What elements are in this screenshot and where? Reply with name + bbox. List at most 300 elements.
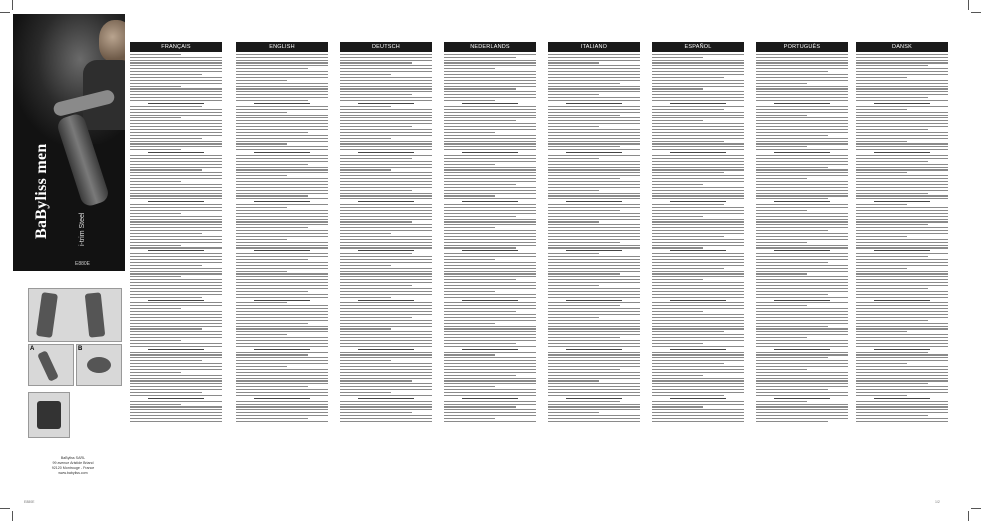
text-line: [130, 247, 222, 248]
text-line: [130, 97, 222, 98]
text-line: [340, 262, 432, 263]
text-line: [756, 409, 848, 410]
text-line: [462, 250, 517, 251]
text-line: [856, 74, 948, 75]
text-line: [652, 161, 744, 162]
text-line: [444, 227, 495, 228]
text-line: [652, 60, 744, 61]
text-line: [444, 204, 536, 205]
text-line: [856, 302, 948, 303]
text-line: [756, 143, 848, 144]
text-line: [548, 262, 640, 263]
text-line: [548, 314, 640, 315]
text-line: [756, 68, 848, 69]
text-line: [856, 242, 948, 243]
step-a-label: A: [30, 346, 35, 352]
text-line: [236, 178, 328, 179]
text-line: [756, 340, 848, 341]
text-line: [756, 83, 807, 84]
text-line: [236, 305, 328, 306]
text-line: [856, 68, 948, 69]
text-line: [254, 103, 309, 104]
text-line: [130, 181, 181, 182]
text-line: [548, 219, 640, 220]
text-line: [444, 366, 536, 367]
text-line: [652, 375, 703, 376]
text-line: [130, 253, 222, 254]
text-line: [856, 221, 948, 222]
text-line: [856, 224, 928, 225]
text-line: [130, 412, 222, 413]
text-line: [652, 184, 703, 185]
text-line: [358, 152, 413, 153]
text-line: [130, 395, 222, 396]
text-line: [652, 378, 744, 379]
text-line: [548, 233, 640, 234]
text-line: [444, 195, 495, 196]
text-line: [444, 360, 536, 361]
text-line: [444, 129, 536, 130]
text-line: [652, 88, 703, 89]
text-line: [756, 164, 848, 165]
text-line: [130, 74, 202, 75]
text-line: [444, 236, 536, 237]
text-line: [652, 389, 744, 390]
crop-mark-br-h: [971, 508, 981, 509]
text-line: [756, 57, 848, 58]
text-line: [652, 77, 724, 78]
text-line: [236, 198, 328, 199]
text-line: [444, 65, 536, 66]
text-line: [856, 323, 948, 324]
text-line: [444, 216, 516, 217]
text-line: [444, 291, 495, 292]
text-line: [340, 83, 432, 84]
text-line: [236, 337, 328, 338]
text-line: [340, 100, 432, 101]
text-line: [444, 175, 536, 176]
text-line: [236, 80, 287, 81]
text-line: [548, 158, 599, 159]
text-line: [652, 68, 744, 69]
text-line: [236, 268, 328, 269]
text-line: [236, 320, 328, 321]
text-line: [236, 392, 328, 393]
text-line: [340, 418, 432, 419]
text-line: [856, 320, 928, 321]
text-line: [130, 146, 222, 147]
text-line: [340, 164, 432, 165]
text-line: [856, 271, 948, 272]
text-line: [236, 120, 328, 121]
text-line: [856, 60, 948, 61]
text-line: [856, 308, 948, 309]
text-line: [652, 245, 744, 246]
text-line: [444, 415, 536, 416]
text-line: [756, 288, 848, 289]
text-line: [652, 239, 744, 240]
text-line: [444, 221, 536, 222]
text-line: [652, 187, 744, 188]
text-line: [652, 158, 744, 159]
text-line: [856, 334, 948, 335]
text-line: [130, 242, 222, 243]
text-line: [236, 415, 328, 416]
text-line: [236, 401, 328, 402]
body-text-block: [756, 54, 848, 422]
text-line: [548, 369, 620, 370]
text-line: [548, 91, 640, 92]
figure-trimmer-head: [28, 288, 122, 342]
text-line: [236, 71, 328, 72]
text-line: [756, 297, 848, 298]
text-line: [340, 230, 432, 231]
text-line: [340, 337, 432, 338]
text-line: [130, 198, 222, 199]
text-line: [756, 109, 848, 110]
text-line: [130, 167, 222, 168]
text-line: [756, 314, 848, 315]
text-line: [444, 337, 536, 338]
text-line: [548, 256, 640, 257]
text-line: [548, 331, 640, 332]
text-line: [548, 80, 640, 81]
text-line: [340, 94, 412, 95]
text-line: [444, 340, 536, 341]
text-line: [340, 167, 432, 168]
text-line: [856, 187, 948, 188]
text-line: [756, 279, 848, 280]
text-line: [444, 294, 536, 295]
text-line: [756, 161, 848, 162]
text-line: [756, 135, 828, 136]
text-line: [130, 143, 222, 144]
text-line: [856, 357, 948, 358]
text-line: [856, 412, 948, 413]
text-line: [548, 340, 640, 341]
text-line: [444, 86, 536, 87]
text-line: [444, 288, 536, 289]
text-line: [856, 138, 948, 139]
text-line: [444, 178, 536, 179]
text-line: [548, 97, 640, 98]
address-line: BaByliss SARL: [60, 456, 86, 460]
text-line: [652, 178, 744, 179]
text-line: [548, 259, 640, 260]
text-line: [652, 276, 744, 277]
text-line: [856, 401, 948, 402]
text-line: [756, 224, 848, 225]
text-line: [548, 242, 620, 243]
text-line: [548, 305, 620, 306]
text-line: [756, 239, 848, 240]
text-line: [130, 161, 222, 162]
text-line: [756, 404, 848, 405]
text-line: [652, 412, 744, 413]
text-line: [130, 421, 222, 422]
text-line: [444, 273, 536, 274]
text-line: [652, 109, 724, 110]
text-line: [548, 123, 640, 124]
text-line: [756, 175, 848, 176]
text-line: [652, 334, 744, 335]
text-line: [236, 155, 328, 156]
text-line: [548, 216, 640, 217]
text-line: [652, 401, 744, 402]
text-line: [548, 100, 640, 101]
text-line: [236, 352, 328, 353]
text-line: [856, 198, 948, 199]
text-line: [652, 354, 744, 355]
text-line: [670, 201, 725, 202]
text-line: [340, 213, 432, 214]
text-line: [340, 193, 432, 194]
text-line: [856, 195, 948, 196]
text-line: [130, 259, 222, 260]
text-line: [130, 120, 222, 121]
text-line: [856, 77, 907, 78]
column-nederlands: [444, 42, 536, 424]
crop-mark-bl-v: [12, 511, 13, 521]
text-line: [444, 308, 536, 309]
text-line: [444, 88, 516, 89]
figure-battery: [28, 392, 70, 438]
text-line: [652, 216, 703, 217]
text-line: [130, 210, 222, 211]
text-line: [756, 406, 848, 407]
column-dansk: [856, 42, 948, 424]
text-line: [856, 383, 928, 384]
text-line: [444, 253, 536, 254]
text-line: [444, 112, 536, 113]
text-line: [856, 126, 948, 127]
text-line: [148, 103, 203, 104]
text-line: [548, 291, 640, 292]
text-line: [548, 195, 640, 196]
text-line: [756, 352, 848, 353]
text-line: [340, 91, 432, 92]
text-line: [148, 201, 203, 202]
text-line: [236, 363, 328, 364]
text-line: [236, 172, 328, 173]
text-line: [756, 265, 848, 266]
text-line: [130, 323, 222, 324]
text-line: [444, 279, 516, 280]
text-line: [236, 291, 308, 292]
text-line: [548, 184, 640, 185]
text-line: [652, 357, 744, 358]
text-line: [774, 300, 829, 301]
language-header: ESPAÑOL: [652, 42, 744, 52]
text-line: [340, 406, 432, 407]
text-line: [652, 259, 744, 260]
text-line: [652, 328, 744, 329]
text-line: [444, 100, 495, 101]
text-line: [652, 120, 703, 121]
text-line: [340, 253, 412, 254]
text-line: [236, 62, 328, 63]
text-line: [548, 401, 620, 402]
text-line: [548, 167, 640, 168]
text-line: [756, 259, 848, 260]
text-line: [756, 115, 807, 116]
text-line: [340, 265, 391, 266]
text-line: [340, 138, 391, 139]
text-line: [444, 169, 536, 170]
text-line: [236, 395, 328, 396]
text-line: [444, 62, 536, 63]
text-line: [652, 380, 744, 381]
text-line: [652, 57, 703, 58]
text-line: [756, 285, 848, 286]
text-line: [340, 178, 432, 179]
text-line: [462, 349, 517, 350]
text-line: [548, 357, 640, 358]
text-line: [756, 236, 848, 237]
text-line: [444, 369, 536, 370]
text-line: [236, 406, 328, 407]
text-line: [856, 115, 948, 116]
text-line: [444, 164, 495, 165]
text-line: [236, 328, 328, 329]
text-line: [548, 149, 640, 150]
text-line: [236, 164, 308, 165]
text-line: [130, 68, 222, 69]
text-line: [340, 404, 432, 405]
text-line: [340, 219, 432, 220]
text-line: [236, 236, 328, 237]
text-line: [856, 375, 948, 376]
crop-mark-tl-v: [12, 0, 13, 10]
text-line: [444, 219, 536, 220]
text-line: [148, 152, 203, 153]
text-line: [548, 190, 599, 191]
text-line: [340, 233, 391, 234]
text-line: [148, 250, 203, 251]
text-line: [340, 375, 432, 376]
text-line: [548, 406, 640, 407]
text-line: [236, 135, 328, 136]
text-line: [236, 409, 328, 410]
text-line: [548, 395, 640, 396]
text-line: [756, 227, 848, 228]
text-line: [548, 77, 640, 78]
model-head: [99, 20, 125, 62]
text-line: [856, 132, 948, 133]
text-line: [652, 326, 744, 327]
text-line: [756, 74, 848, 75]
text-line: [856, 129, 928, 130]
text-line: [652, 213, 744, 214]
text-line: [130, 216, 222, 217]
text-line: [756, 389, 828, 390]
text-line: [444, 276, 536, 277]
text-line: [652, 294, 744, 295]
text-line: [756, 253, 848, 254]
text-line: [358, 349, 413, 350]
text-line: [652, 271, 744, 272]
text-line: [756, 366, 848, 367]
text-line: [444, 346, 536, 347]
text-line: [340, 210, 432, 211]
text-line: [444, 343, 516, 344]
text-line: [756, 77, 848, 78]
text-line: [130, 404, 181, 405]
text-line: [340, 285, 412, 286]
text-line: [444, 184, 516, 185]
text-line: [130, 406, 222, 407]
text-line: [236, 204, 328, 205]
text-line: [652, 352, 744, 353]
text-line: [130, 141, 222, 142]
text-line: [130, 65, 222, 66]
text-line: [652, 233, 744, 234]
text-line: [130, 271, 222, 272]
text-line: [548, 276, 640, 277]
text-line: [236, 77, 328, 78]
text-line: [652, 100, 744, 101]
text-line: [756, 132, 848, 133]
text-line: [236, 158, 328, 159]
text-line: [548, 227, 640, 228]
text-line: [548, 253, 599, 254]
text-line: [548, 155, 640, 156]
text-line: [444, 106, 536, 107]
text-line: [856, 86, 948, 87]
text-line: [340, 60, 432, 61]
text-line: [856, 80, 948, 81]
text-line: [652, 343, 703, 344]
text-line: [236, 271, 287, 272]
text-line: [756, 172, 848, 173]
text-line: [856, 328, 948, 329]
body-text-block: [548, 54, 640, 422]
text-line: [236, 357, 328, 358]
text-line: [340, 343, 432, 344]
text-line: [548, 178, 620, 179]
text-line: [652, 146, 744, 147]
text-line: [444, 383, 536, 384]
text-line: [548, 326, 640, 327]
text-line: [236, 227, 308, 228]
text-line: [856, 343, 948, 344]
text-line: [756, 86, 848, 87]
text-line: [856, 164, 948, 165]
text-line: [340, 106, 391, 107]
text-line: [652, 204, 724, 205]
text-line: [548, 378, 640, 379]
text-line: [756, 112, 848, 113]
text-line: [444, 372, 536, 373]
text-line: [340, 115, 432, 116]
text-line: [756, 378, 848, 379]
text-line: [756, 308, 848, 309]
text-line: [340, 354, 432, 355]
text-line: [756, 94, 848, 95]
text-line: [756, 343, 848, 344]
text-line: [130, 279, 222, 280]
text-line: [548, 354, 640, 355]
text-line: [340, 149, 432, 150]
text-line: [130, 94, 222, 95]
text-line: [652, 210, 744, 211]
text-line: [652, 219, 744, 220]
text-line: [444, 233, 536, 234]
text-line: [856, 204, 907, 205]
text-line: [856, 123, 948, 124]
text-line: [444, 109, 536, 110]
text-line: [756, 346, 848, 347]
